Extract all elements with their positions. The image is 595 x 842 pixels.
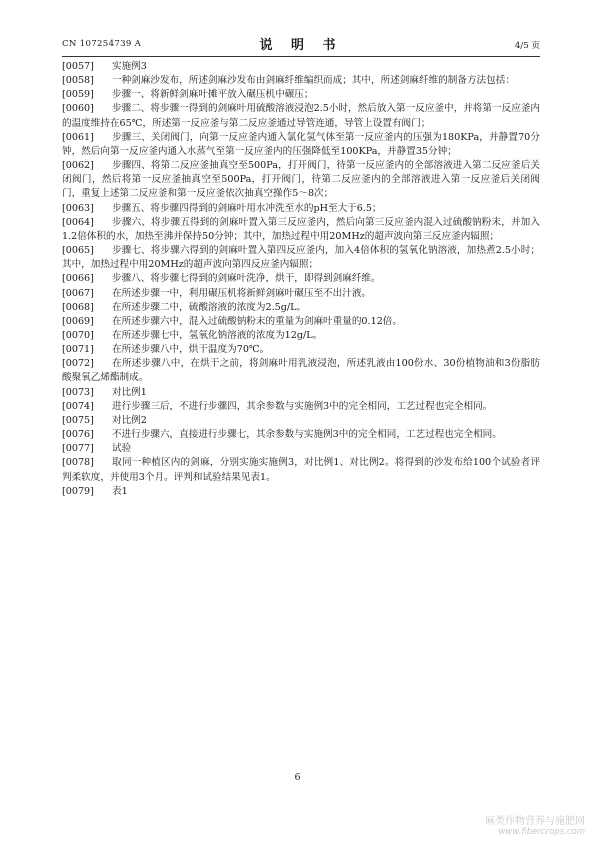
paragraph-text: 不进行步骤六，直接进行步骤七，其余参数与实施例3中的完全相同，工艺过程也完全相同。 — [112, 429, 502, 441]
paragraph — [62, 315, 540, 329]
paragraph-text: 在所述步骤八中，在烘干之前，将剑麻叶用乳液浸泡，所述乳液由100份水、30份植物油和3份脂肪酸聚氧乙烯酯制成。 — [62, 358, 540, 384]
paragraph-number: [0063] — [62, 202, 94, 214]
page-info: 4/5 页 — [514, 41, 540, 51]
document-body — [62, 60, 540, 499]
paragraph-text: 在所述步骤一中，利用碾压机将新鲜剑麻叶碾压至不出汁液。 — [112, 287, 372, 299]
paragraph-number: [0059] — [62, 89, 94, 101]
paragraph-number: [0060] — [62, 103, 94, 115]
paragraph — [62, 102, 540, 130]
paragraph — [62, 400, 540, 414]
paragraph-number: [0076] — [62, 429, 94, 441]
document-title: 说 明 书 — [259, 38, 343, 53]
paragraph — [62, 287, 540, 301]
paragraph-number: [0075] — [62, 414, 94, 426]
paragraph — [62, 485, 540, 499]
paragraph — [62, 74, 540, 88]
paragraph-text: 取同一种植区内的剑麻，分别实施实施例3，对比例1、对比例2。将得到的沙发布给100个试验者评判柔软度，并使用3个月。评判和试验结果见表1。 — [62, 457, 540, 483]
paragraph-number: [0066] — [62, 273, 94, 285]
paragraph-text: 步骤六、将步骤五得到的剑麻叶置入第三反应釜内，然后向第三反应釜内混入过硫酸钠粉末，并加入1.2倍体积的水，加热至沸并保持50分钟；其中，加热过程中用20MHz的超声波向第三反应釜内辐照； — [62, 216, 540, 242]
paragraph-text: 试验 — [112, 443, 132, 455]
watermark-url: www.fibercrops.com — [498, 827, 585, 837]
paragraph-number: [0071] — [62, 344, 94, 356]
paragraph-number: [0078] — [62, 457, 94, 469]
paragraph — [62, 301, 540, 315]
paragraph-text: 步骤七、将步骤六得到的剑麻叶置入第四反应釜内，加入4倍体积的氢氧化钠溶液，加热煮2.5小时；其中，加热过程中用20MHz的超声波向第四反应釜内辐照； — [62, 245, 540, 271]
paragraph-number: [0067] — [62, 287, 94, 299]
paragraph — [62, 159, 540, 201]
watermark-title: 麻类作物营养与施肥网 — [485, 816, 585, 827]
paragraph-text: 步骤五、将步骤四得到的剑麻叶用水冲洗至水的pH至大于6.5； — [112, 202, 382, 214]
paragraph-number: [0062] — [62, 160, 94, 172]
paragraph-number: [0070] — [62, 329, 94, 341]
header-rule — [62, 56, 540, 57]
paragraph-text: 步骤二、将步骤一得到的剑麻叶用硫酸溶液浸泡2.5小时，然后放入第一反应釜中，并将第一反应釜内的温度维持在65℃，所述第一反应釜与第二反应釜通过导管连通，导管上设置有阀门； — [62, 103, 540, 129]
paragraph-number: [0068] — [62, 301, 94, 313]
paragraph-number: [0074] — [62, 400, 94, 412]
paragraph — [62, 88, 540, 102]
paragraph-number: [0077] — [62, 443, 94, 455]
paragraph-text: 进行步骤三后，不进行步骤四，其余参数与实施例3中的完全相同，工艺过程也完全相同。 — [112, 400, 493, 412]
paragraph — [62, 216, 540, 244]
paragraph-text: 步骤三、关闭阀门，向第一反应釜内通入氯化氢气体至第一反应釜内的压强为180KPa，并静置70分钟，然后向第一反应釜内通入水蒸气至第一反应釜内的压强降低至100KPa，并静置35分钟； — [62, 131, 540, 157]
paragraph-number: [0069] — [62, 315, 94, 327]
paragraph-number: [0058] — [62, 75, 94, 87]
paragraph-text: 一种剑麻沙发布，所述剑麻沙发布由剑麻纤维编织而成；其中，所述剑麻纤维的制备方法包括： — [112, 75, 515, 87]
paragraph — [62, 386, 540, 400]
paragraph — [62, 456, 540, 484]
paragraph — [62, 272, 540, 286]
paragraph-number: [0057] — [62, 61, 94, 72]
paragraph-text: 对比例2 — [112, 414, 147, 426]
paragraph-text: 对比例1 — [112, 386, 147, 398]
paragraph — [62, 428, 540, 442]
paragraph — [62, 202, 540, 216]
paragraph — [62, 414, 540, 428]
paragraph-text: 在所述步骤六中，混入过硫酸钠粉末的重量为剑麻叶重量的0.12倍。 — [112, 315, 402, 327]
page-number: 6 — [294, 772, 301, 783]
paragraph-number: [0061] — [62, 131, 94, 143]
paragraph-text: 在所述步骤二中，硫酸溶液的浓度为2.5g/L。 — [112, 301, 307, 313]
paragraph-number: [0064] — [62, 216, 94, 228]
paragraph-text: 在所述步骤八中，烘干温度为70℃。 — [112, 344, 270, 356]
paragraph-number: [0072] — [62, 358, 94, 370]
paragraph-number: [0079] — [62, 485, 94, 497]
paragraph-text: 步骤四、将第二反应釜抽真空至500Pa，打开阀门，待第一反应釜内的全部溶液进入第二反应釜后关闭阀门，然后将第一反应釜抽真空至500Pa，打开阀门，待第二反应釜内的全部溶液进入第一反应釜后关闭阀门，重复上述第二反应釜和第一反应釜依次抽真空操作5～8次； — [62, 160, 540, 200]
paragraph-text: 步骤一、将新鲜剑麻叶摊平放入碾压机中碾压； — [112, 89, 314, 101]
paragraph — [62, 244, 540, 272]
publication-number: CN 107254739 A — [62, 39, 142, 49]
page-header — [62, 34, 540, 52]
paragraph-text: 在所述步骤七中，氢氧化钠溶液的浓度为12g/L。 — [112, 329, 323, 341]
paragraph-text: 实施例3 — [112, 61, 147, 72]
watermark — [485, 812, 585, 837]
paragraph-number: [0073] — [62, 386, 94, 398]
paragraph — [62, 343, 540, 357]
paragraph-number: [0065] — [62, 245, 94, 257]
paragraph-text: 步骤八、将步骤七得到的剑麻叶洗净，烘干，即得到剑麻纤维。 — [112, 273, 381, 285]
paragraph — [62, 442, 540, 456]
paragraph-text: 表1 — [112, 485, 128, 497]
paragraph — [62, 60, 540, 74]
paragraph — [62, 357, 540, 385]
paragraph — [62, 329, 540, 343]
paragraph — [62, 131, 540, 159]
